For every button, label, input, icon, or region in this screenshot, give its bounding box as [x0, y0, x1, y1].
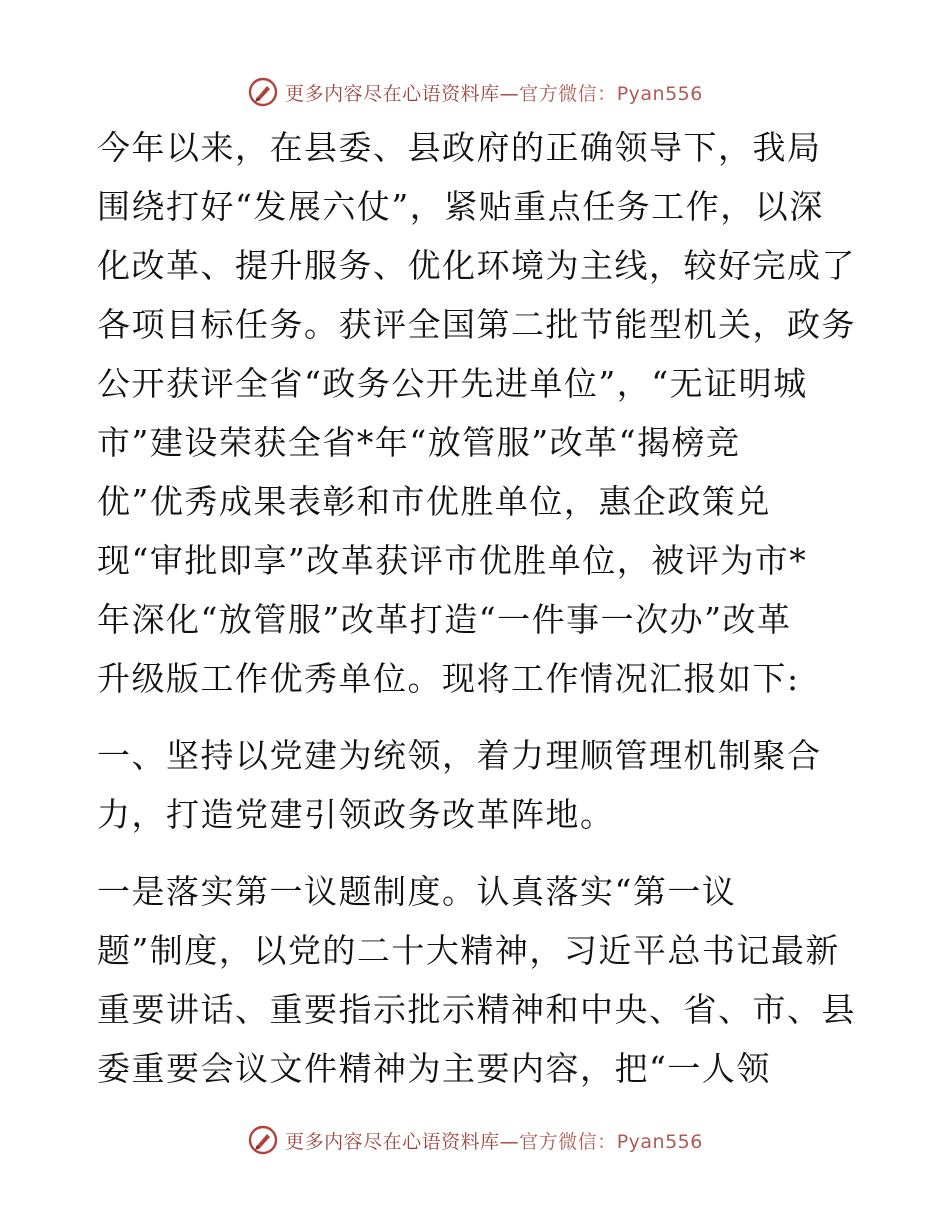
text-line: 升级版工作优秀单位。现将工作情况汇报如下:	[97, 659, 800, 698]
footer-watermark-text: 更多内容尽在心语资料库—官方微信：Pyan556	[285, 1130, 703, 1153]
header-watermark-text: 更多内容尽在心语资料库—官方微信：Pyan556	[285, 82, 703, 105]
text-line: 公开获评全省“政务公开先进单位”，“无证明城	[97, 364, 808, 403]
text-line: 今年以来，在县委、县政府的正确领导下，我局	[97, 128, 822, 167]
pen-circle-icon	[247, 76, 279, 108]
footer-watermark	[0, 1120, 950, 1160]
text-line: 各项目标任务。获评全国第二批节能型机关，政务	[97, 305, 856, 344]
paragraph-gap	[97, 708, 857, 726]
paragraph	[97, 862, 857, 1098]
text-line: 一、坚持以党建为统领，着力理顺管理机制聚合	[97, 736, 822, 775]
text-line: 题”制度，以党的二十大精神，习近平总书记最新	[97, 931, 840, 970]
document-body	[97, 118, 857, 1098]
text-line: 力，打造党建引领政务改革阵地。	[97, 795, 615, 834]
pen-circle-icon	[247, 1124, 279, 1156]
section-heading	[97, 726, 857, 844]
text-line: 委重要会议文件精神为主要内容，把“一人领	[97, 1049, 771, 1088]
text-line: 重要讲话、重要指示批示精神和中央、省、市、县	[97, 990, 856, 1029]
paragraph-gap	[97, 844, 857, 862]
header-watermark	[0, 72, 950, 112]
text-line: 优”优秀成果表彰和市优胜单位，惠企政策兑	[97, 482, 771, 521]
text-line: 化改革、提升服务、优化环境为主线，较好完成了	[97, 246, 856, 285]
text-line: 一是落实第一议题制度。认真落实“第一议	[97, 872, 737, 911]
text-line: 市”建设荣获全省*年“放管服”改革“揭榜竞	[97, 423, 741, 462]
text-line: 围绕打好“发展六仗”，紧贴重点任务工作，以深	[97, 187, 824, 226]
text-line: 年深化“放管服”改革打造“一件事一次办”改革	[97, 600, 792, 639]
text-line: 现“审批即享”改革获评市优胜单位，被评为市*	[97, 541, 808, 580]
paragraph	[97, 118, 857, 708]
